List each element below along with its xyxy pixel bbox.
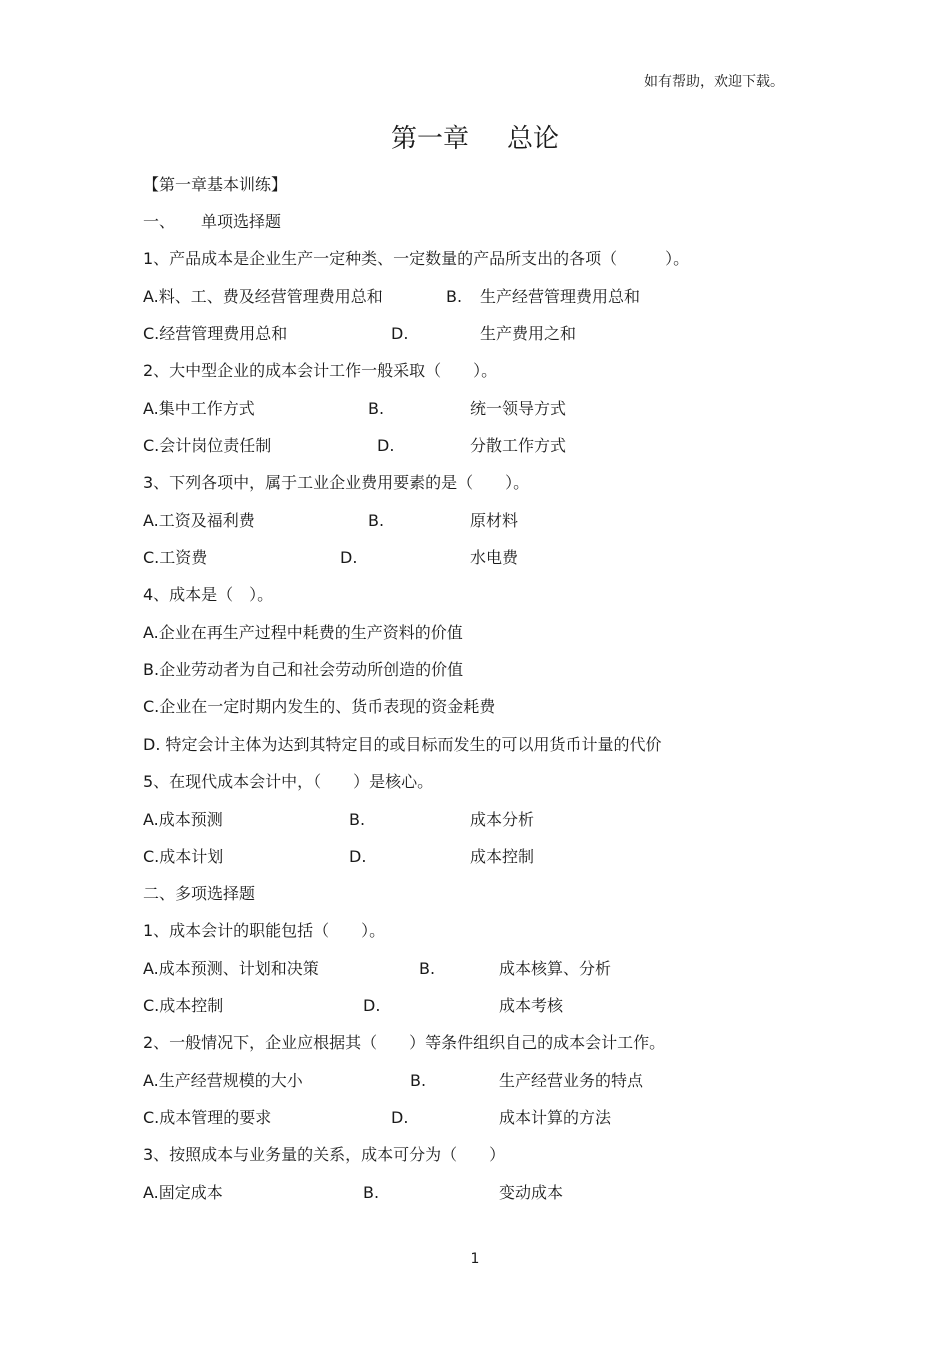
q3-option-b: 原材料: [470, 511, 519, 530]
q4-option-b: B.企业劳动者为自己和社会劳动所创造的价值: [143, 660, 464, 679]
m2-option-d-letter: D.: [391, 1108, 409, 1127]
m1-option-b-letter: B.: [419, 959, 436, 978]
question-5-options-cd: [143, 846, 843, 868]
q3-option-a: A.工资及福利费: [143, 511, 255, 530]
question-3-stem: 3、下列各项中，属于工业企业费用要素的是（ ）。: [143, 473, 530, 492]
page-number: 1: [470, 1251, 480, 1267]
question-5-stem: 5、在现代成本会计中，（ ）是核心。: [143, 772, 434, 791]
part1-heading: [143, 211, 843, 233]
q1-option-a: A.料、工、费及经营管理费用总和: [143, 287, 383, 306]
q5-option-a: A.成本预测: [143, 810, 223, 829]
chapter-title: [0, 118, 950, 155]
m2-option-d: 成本计算的方法: [499, 1108, 612, 1127]
q1-option-b-letter: B.: [446, 287, 463, 306]
section-label: 【第一章基本训练】: [143, 175, 288, 194]
q2-option-a: A.集中工作方式: [143, 399, 255, 418]
m1-option-d-letter: D.: [363, 996, 381, 1015]
chapter-number: 第一章: [390, 124, 469, 154]
q4-option-c: C.企业在一定时期内发生的、货币表现的资金耗费: [143, 697, 496, 716]
multi-question-2-options-cd: [143, 1107, 843, 1129]
q2-option-b: 统一领导方式: [470, 399, 567, 418]
m1-option-a: A.成本预测、计划和决策: [143, 959, 319, 978]
question-2-options-cd: [143, 435, 843, 457]
q1-option-c: C.经营管理费用总和: [143, 324, 288, 343]
question-1-options-cd: [143, 323, 843, 345]
multi-question-3-options-ab: [143, 1182, 843, 1204]
m3-option-a: A.固定成本: [143, 1183, 223, 1202]
q2-option-c: C.会计岗位责任制: [143, 436, 272, 455]
m2-option-b: 生产经营业务的特点: [499, 1071, 644, 1090]
multi-question-2-options-ab: [143, 1070, 843, 1092]
multi-question-3-stem: 3、按照成本与业务量的关系，成本可分为（ ）: [143, 1145, 506, 1164]
multi-question-1-options-cd: [143, 995, 843, 1017]
multi-question-1-options-ab: [143, 958, 843, 980]
m2-option-c: C.成本管理的要求: [143, 1108, 272, 1127]
question-3-options-cd: [143, 547, 843, 569]
q4-option-a: A.企业在再生产过程中耗费的生产资料的价值: [143, 623, 463, 642]
question-2-options-ab: [143, 398, 843, 420]
m1-option-b: 成本核算、分析: [499, 959, 612, 978]
q4-option-d: D. 特定会计主体为达到其特定目的或目标而发生的可以用货币计量的代价: [143, 735, 662, 754]
q5-option-d: 成本控制: [470, 847, 535, 866]
q5-option-c: C.成本计划: [143, 847, 224, 866]
m2-option-b-letter: B.: [410, 1071, 427, 1090]
question-2-stem: 2、大中型企业的成本会计工作一般采取（ ）。: [143, 361, 498, 380]
question-4-stem: 4、成本是（ ）。: [143, 585, 274, 604]
m3-option-b-letter: B.: [363, 1183, 380, 1202]
q3-option-b-letter: B.: [368, 511, 385, 530]
q5-option-d-letter: D.: [349, 847, 367, 866]
multi-question-1-stem: 1、成本会计的职能包括（ ）。: [143, 921, 386, 940]
m2-option-a: A.生产经营规模的大小: [143, 1071, 303, 1090]
question-1-options-ab: [143, 286, 843, 308]
q1-option-b: 生产经营管理费用总和: [480, 287, 641, 306]
part2-heading: 二、多项选择题: [143, 884, 256, 903]
q5-option-b-letter: B.: [349, 810, 366, 829]
m1-option-d: 成本考核: [499, 996, 564, 1015]
header-note: 如有帮助，欢迎下载。: [644, 74, 784, 90]
q1-option-d-letter: D.: [391, 324, 409, 343]
m3-option-b: 变动成本: [499, 1183, 564, 1202]
q3-option-d-letter: D.: [340, 548, 358, 567]
q3-option-d: 水电费: [470, 548, 519, 567]
part1-name: 单项选择题: [201, 212, 282, 231]
part1-number: 一、: [143, 212, 176, 231]
q2-option-b-letter: B.: [368, 399, 385, 418]
m1-option-c: C.成本控制: [143, 996, 224, 1015]
q1-option-d: 生产费用之和: [480, 324, 577, 343]
question-5-options-ab: [143, 809, 843, 831]
q2-option-d-letter: D.: [377, 436, 395, 455]
q3-option-c: C.工资费: [143, 548, 208, 567]
question-3-options-ab: [143, 510, 843, 532]
q2-option-d: 分散工作方式: [470, 436, 567, 455]
chapter-name: 总论: [507, 124, 560, 154]
question-1-stem: 1、产品成本是企业生产一定种类、一定数量的产品所支出的各项（ ）。: [143, 249, 690, 268]
q5-option-b: 成本分析: [470, 810, 535, 829]
multi-question-2-stem: 2、一般情况下，企业应根据其（ ）等条件组织自己的成本会计工作。: [143, 1033, 666, 1052]
